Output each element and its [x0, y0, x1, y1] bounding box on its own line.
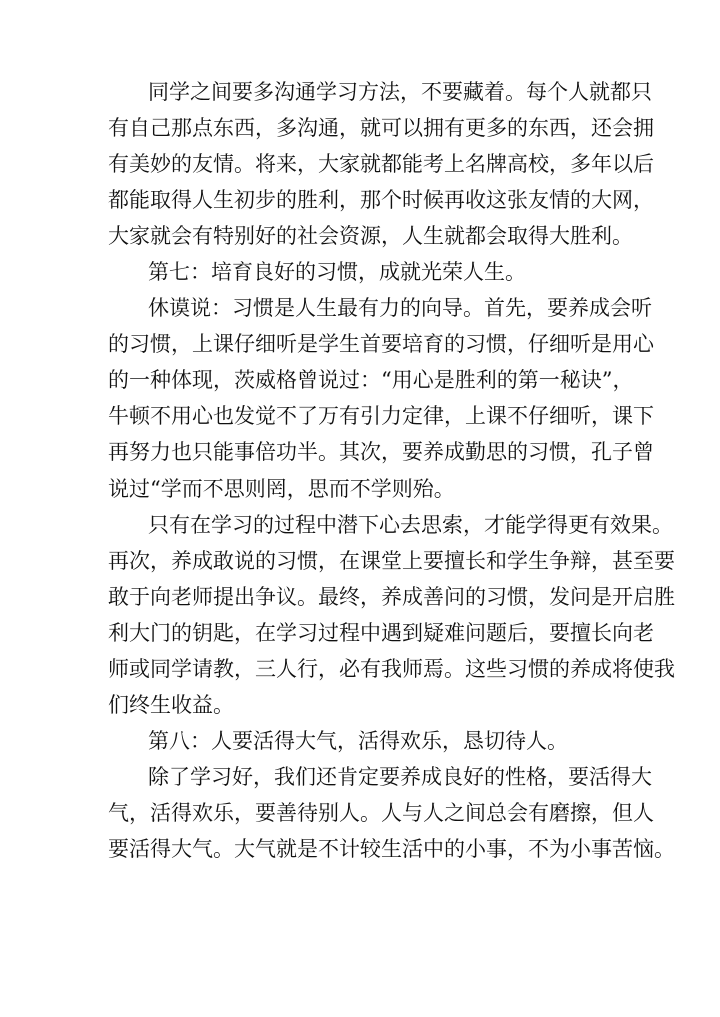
text-line: 大家就会有特别好的社会资源，人生就都会取得大胜利。 — [108, 224, 633, 249]
text-line: 的一种体现，茨威格曾说过：“用心是胜利的第一秘诀”， — [108, 368, 634, 393]
section-heading-7: 第七：培育良好的习惯，成就光荣人生。 — [148, 260, 526, 285]
text-line: 利大门的钥匙，在学习过程中遇到疑难问题后，要擅长向老 — [108, 620, 654, 645]
text-line: 要活得大气。大气就是不计较生活中的小事，不为小事苦恼。 — [108, 836, 675, 861]
text-line: 休谟说：习惯是人生最有力的向导。首先，要养成会听 — [148, 296, 652, 321]
text-line: 们终生收益。 — [108, 692, 234, 717]
text-line: 除了学习好，我们还肯定要养成良好的性格，要活得大 — [148, 764, 652, 789]
text-line: 师或同学请教，三人行，必有我师焉。这些习惯的养成将使我 — [108, 656, 675, 681]
section-heading-8: 第八：人要活得大气，活得欢乐，恳切待人。 — [148, 728, 568, 753]
text-line: 牛顿不用心也发觉不了万有引力定律，上课不仔细听，课下 — [108, 404, 654, 429]
text-line: 气，活得欢乐，要善待别人。人与人之间总会有磨擦，但人 — [108, 800, 654, 825]
text-line: 都能取得人生初步的胜利，那个时候再收这张友情的大网， — [108, 188, 654, 213]
text-line: 的习惯，上课仔细听是学生首要培育的习惯，仔细听是用心 — [108, 332, 654, 357]
body-text — [108, 74, 675, 867]
text-line: 有自己那点东西，多沟通，就可以拥有更多的东西，还会拥 — [108, 116, 654, 141]
text-line: 说过“学而不思则罔，思而不学则殆。 — [108, 476, 455, 501]
text-line: 有美妙的友情。将来，大家就都能考上名牌高校，多年以后 — [108, 152, 654, 177]
text-line: 再次，养成敢说的习惯，在课堂上要擅长和学生争辩，甚至要 — [108, 548, 675, 573]
text-line: 再努力也只能事倍功半。其次，要养成勤思的习惯，孔子曾 — [108, 440, 654, 465]
text-line: 只有在学习的过程中潜下心去思索，才能学得更有效果。 — [148, 512, 673, 537]
text-line: 敢于向老师提出争议。最终，养成善问的习惯，发问是开启胜 — [108, 584, 675, 609]
text-line: 同学之间要多沟通学习方法，不要藏着。每个人就都只 — [148, 80, 652, 104]
